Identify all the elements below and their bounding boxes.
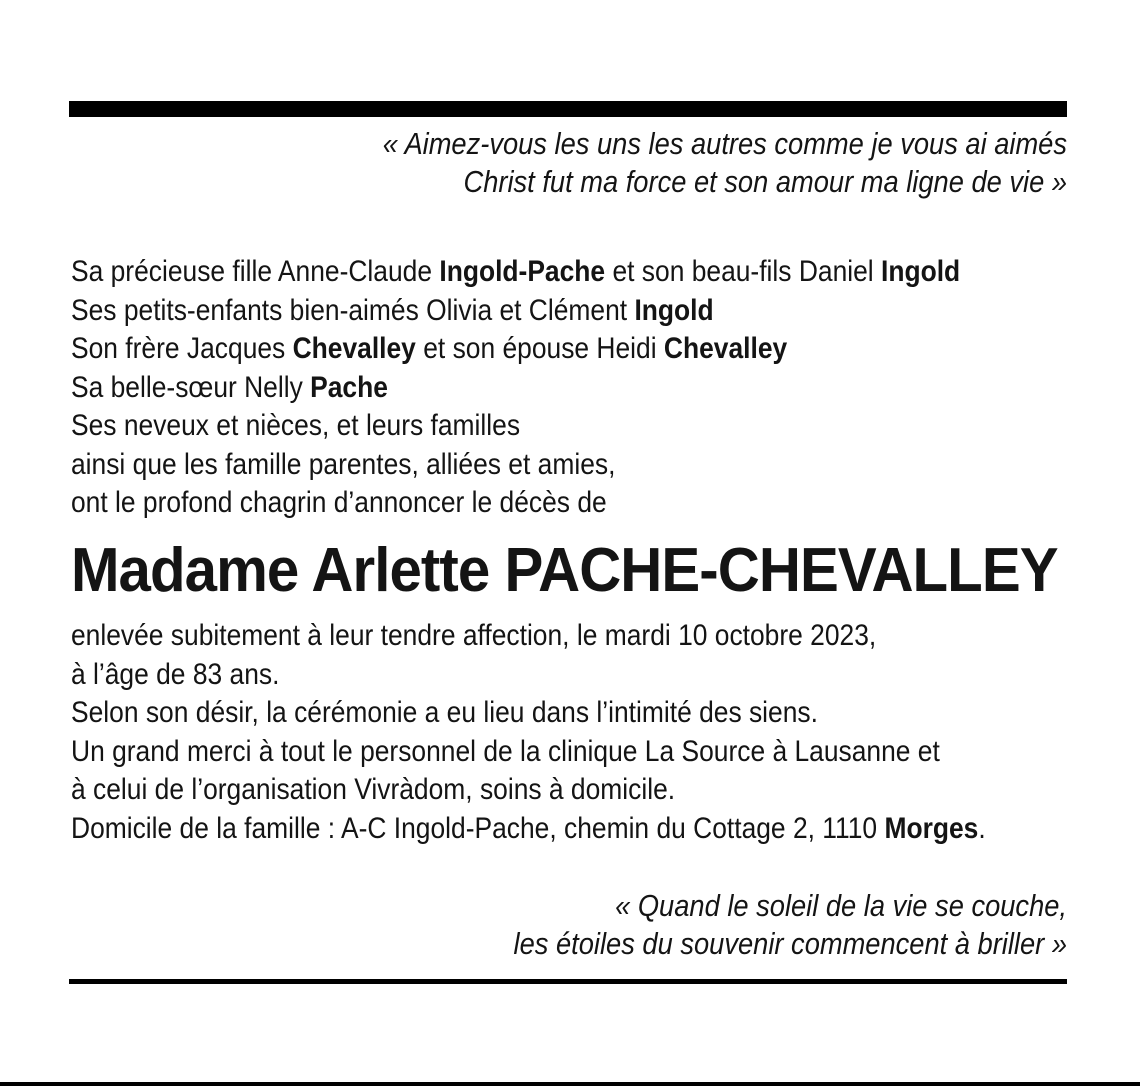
text-segment: Selon son désir, la cérémonie a eu lieu dans l’intimité des siens. (71, 696, 818, 729)
notice-text-line (71, 694, 986, 733)
quote-line: les étoiles du souvenir commencent à briller » (513, 926, 1067, 961)
family-name-bold: Ingold-Pache (439, 255, 606, 288)
top-divider-bar (69, 101, 1067, 117)
notice-text-line (71, 369, 960, 408)
notice-text-line (71, 446, 960, 485)
text-segment: Ses petits-enfants bien-aimés Olivia et Clément (71, 293, 635, 327)
quote-line: « Aimez-vous les uns les autres comme je vous ai aimés (382, 126, 1068, 161)
family-announcement (71, 253, 960, 523)
notice-text-line (71, 810, 986, 849)
text-segment: à l’âge de 83 ans. (71, 657, 280, 691)
family-name-bold: Chevalley (663, 332, 788, 365)
text-segment: à celui de l’organisation Vivràdom, soins à domicile. (71, 773, 676, 806)
text-segment: enlevée subitement à leur tendre affection, le mardi 10 octobre 2023, (71, 619, 877, 652)
quote-line: Christ fut ma force et son amour ma ligne de vie » (463, 164, 1067, 199)
notice-text-line (71, 253, 960, 292)
family-name-bold: Morges (884, 811, 979, 845)
family-name-bold: Pache (310, 370, 388, 404)
deceased-name-heading: Madame Arlette PACHE-CHEVALLEY (71, 536, 1058, 605)
closing-quote (189, 887, 1067, 963)
text-segment: Domicile de la famille : A-C Ingold-Pache, chemin du Cottage 2, 1110 (71, 811, 885, 845)
notice-text-line (71, 292, 960, 331)
notice-text-line (71, 330, 960, 369)
notice-text-line (71, 407, 960, 446)
text-segment: Un grand merci à tout le personnel de la clinique La Source à Lausanne et (71, 734, 940, 768)
text-segment: Sa précieuse fille Anne-Claude (71, 255, 440, 288)
text-segment: Sa belle-sœur Nelly (71, 370, 311, 404)
notice-details (71, 617, 986, 848)
text-segment: Son frère Jacques (71, 332, 293, 365)
text-segment: et son beau-fils Daniel (605, 255, 882, 288)
bottom-divider-rule (69, 979, 1067, 984)
notice-text-line (71, 656, 986, 695)
text-segment: Ses neveux et nièces, et leurs familles (71, 409, 521, 442)
opening-quote (189, 125, 1067, 201)
family-name-bold: Chevalley (292, 332, 416, 365)
notice-text-line (71, 484, 960, 523)
screenshot-bottom-edge (0, 1082, 1140, 1086)
text-segment: ont le profond chagrin d’annoncer le décès de (71, 486, 607, 519)
quote-line: « Quand le soleil de la vie se couche, (615, 888, 1067, 923)
text-segment: et son épouse Heidi (415, 332, 664, 365)
family-name-bold: Ingold (881, 255, 961, 288)
notice-text-line (71, 733, 986, 772)
family-name-bold: Ingold (634, 293, 714, 327)
notice-text-line (71, 771, 986, 810)
text-segment: ainsi que les famille parentes, alliées et amies, (71, 447, 616, 481)
text-segment: . (978, 811, 986, 845)
notice-text-line (71, 617, 986, 656)
